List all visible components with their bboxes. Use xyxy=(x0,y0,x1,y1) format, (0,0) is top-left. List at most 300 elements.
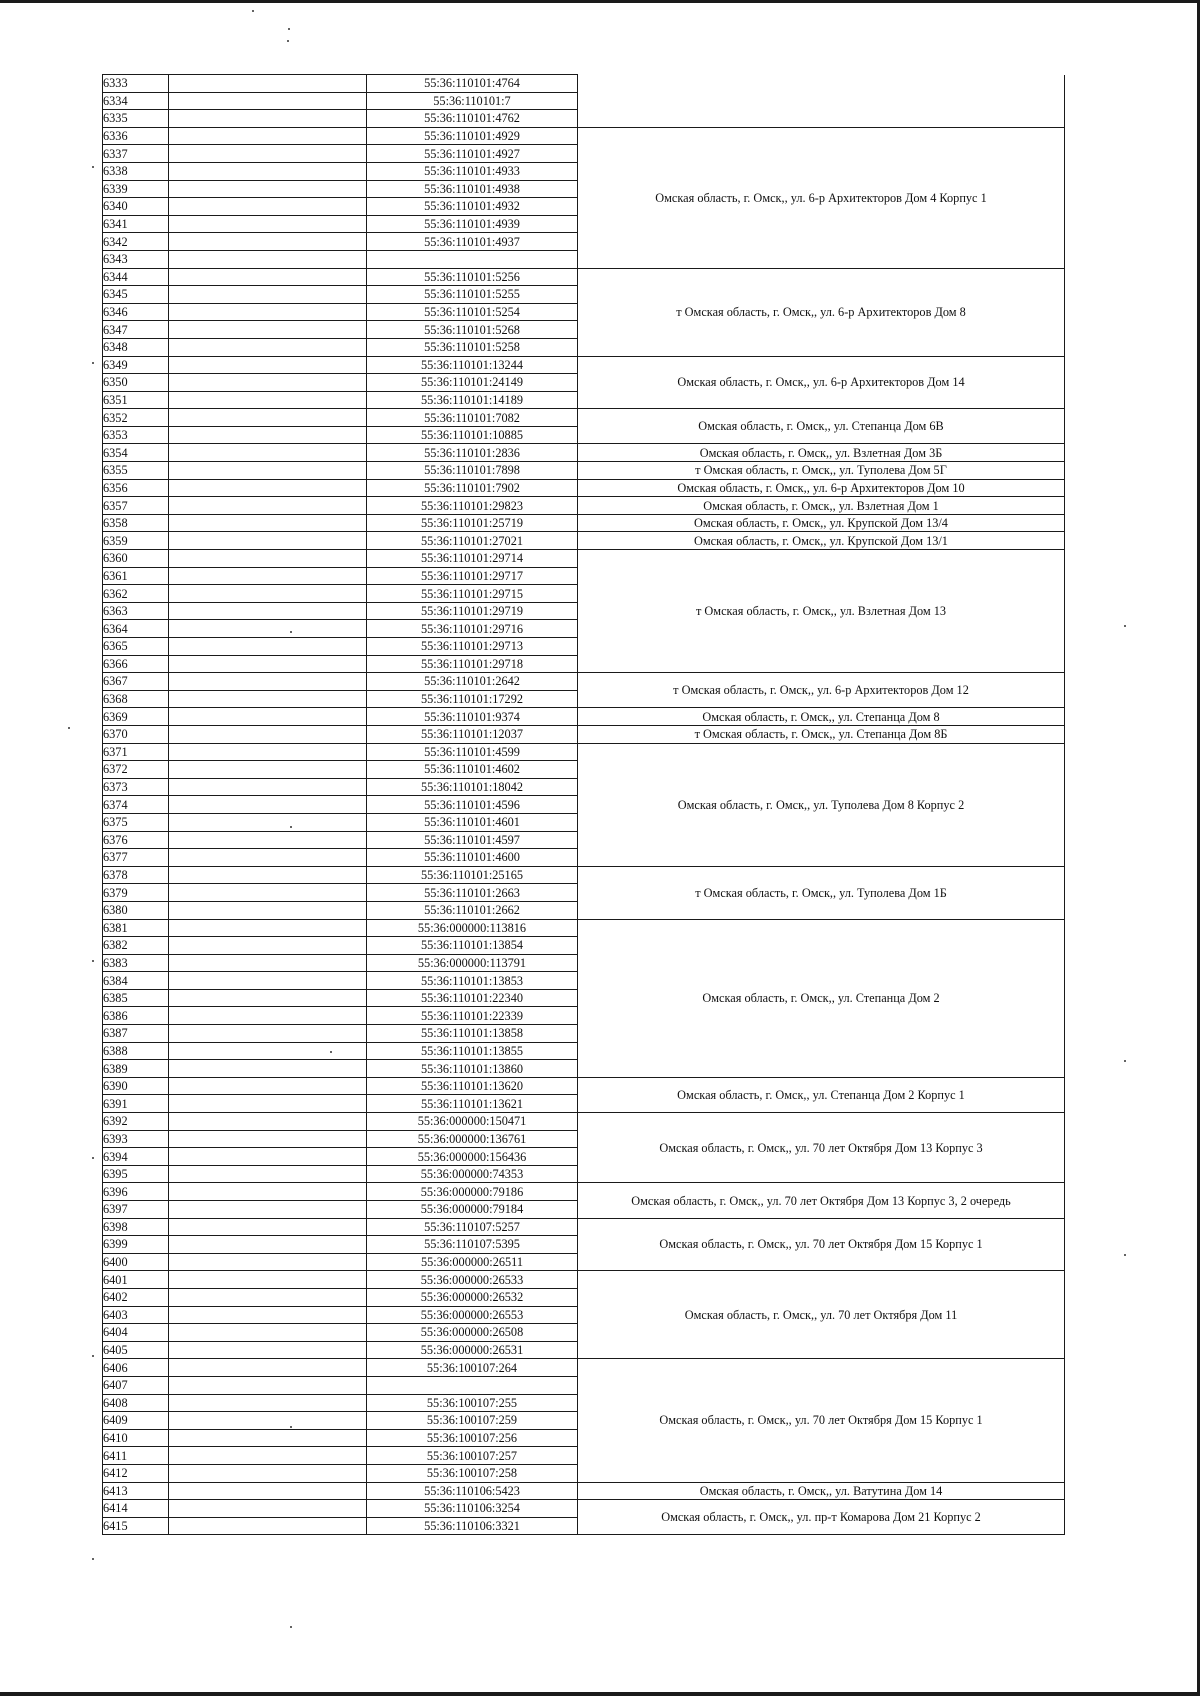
empty-cell xyxy=(169,338,367,356)
row-number: 6382 xyxy=(103,937,169,955)
row-number: 6395 xyxy=(103,1165,169,1183)
empty-cell xyxy=(169,1218,367,1236)
cadastral-number: 55:36:000000:150471 xyxy=(367,1113,578,1131)
empty-cell xyxy=(169,268,367,286)
cadastral-number: 55:36:110106:3254 xyxy=(367,1500,578,1518)
cadastral-number: 55:36:000000:26533 xyxy=(367,1271,578,1289)
object-address: т Омская область, г. Омск,, ул. Туполева Дом 5Г xyxy=(578,462,1065,480)
row-number: 6392 xyxy=(103,1113,169,1131)
cadastral-number: 55:36:110101:14189 xyxy=(367,391,578,409)
cadastral-number: 55:36:000000:26553 xyxy=(367,1306,578,1324)
cadastral-number: 55:36:110101:4597 xyxy=(367,831,578,849)
empty-cell xyxy=(169,1324,367,1342)
cadastral-number: 55:36:110101:29715 xyxy=(367,585,578,603)
row-number: 6410 xyxy=(103,1429,169,1447)
table-row xyxy=(103,919,1065,937)
empty-cell xyxy=(169,673,367,691)
row-number: 6362 xyxy=(103,585,169,603)
cadastral-number: 55:36:100107:257 xyxy=(367,1447,578,1465)
empty-cell xyxy=(169,725,367,743)
object-address: т Омская область, г. Омск,, ул. Туполева Дом 1Б xyxy=(578,866,1065,919)
row-number: 6368 xyxy=(103,690,169,708)
row-number: 6336 xyxy=(103,127,169,145)
scan-speck xyxy=(287,40,289,42)
cadastral-number: 55:36:100107:256 xyxy=(367,1429,578,1447)
cadastral-number: 55:36:110101:7898 xyxy=(367,462,578,480)
registry-table xyxy=(102,74,1065,1535)
empty-cell xyxy=(169,233,367,251)
empty-cell xyxy=(169,1236,367,1254)
empty-cell xyxy=(169,374,367,392)
empty-cell xyxy=(169,1447,367,1465)
cadastral-number: 55:36:110101:29717 xyxy=(367,567,578,585)
empty-cell xyxy=(169,1394,367,1412)
row-number: 6377 xyxy=(103,849,169,867)
cadastral-number: 55:36:110101:22340 xyxy=(367,989,578,1007)
row-number: 6415 xyxy=(103,1517,169,1535)
empty-cell xyxy=(169,1113,367,1131)
row-number: 6335 xyxy=(103,110,169,128)
table-row xyxy=(103,1359,1065,1377)
scan-speck xyxy=(1124,625,1126,627)
scan-edge-top xyxy=(0,0,1200,3)
empty-cell xyxy=(169,1060,367,1078)
cadastral-number: 55:36:110101:4601 xyxy=(367,813,578,831)
empty-cell xyxy=(169,514,367,532)
empty-cell xyxy=(169,145,367,163)
cadastral-number xyxy=(367,250,578,268)
cadastral-number: 55:36:110101:4929 xyxy=(367,127,578,145)
cadastral-number: 55:36:000000:26531 xyxy=(367,1341,578,1359)
empty-cell xyxy=(169,497,367,515)
cadastral-number: 55:36:110101:2836 xyxy=(367,444,578,462)
row-number: 6408 xyxy=(103,1394,169,1412)
cadastral-number: 55:36:000000:113816 xyxy=(367,919,578,937)
cadastral-number: 55:36:110101:5268 xyxy=(367,321,578,339)
table-row xyxy=(103,743,1065,761)
row-number: 6403 xyxy=(103,1306,169,1324)
cadastral-number: 55:36:110101:4602 xyxy=(367,761,578,779)
row-number: 6405 xyxy=(103,1341,169,1359)
row-number: 6346 xyxy=(103,303,169,321)
row-number: 6371 xyxy=(103,743,169,761)
empty-cell xyxy=(169,866,367,884)
cadastral-number: 55:36:110101:7 xyxy=(367,92,578,110)
object-address: Омская область, г. Омск,, ул. Степанца Дом 2 xyxy=(578,919,1065,1077)
cadastral-number: 55:36:110101:10885 xyxy=(367,426,578,444)
empty-cell xyxy=(169,813,367,831)
empty-cell xyxy=(169,92,367,110)
row-number: 6388 xyxy=(103,1042,169,1060)
object-address: Омская область, г. Омск,, ул. 70 лет Октября Дом 13 Корпус 3, 2 очередь xyxy=(578,1183,1065,1218)
object-address: Омская область, г. Омск,, ул. 6-р Архитекторов Дом 10 xyxy=(578,479,1065,497)
empty-cell xyxy=(169,1201,367,1219)
object-address: т Омская область, г. Омск,, ул. Степанца Дом 8Б xyxy=(578,725,1065,743)
cadastral-number: 55:36:110101:4596 xyxy=(367,796,578,814)
empty-cell xyxy=(169,162,367,180)
empty-cell xyxy=(169,690,367,708)
cadastral-number: 55:36:110101:24149 xyxy=(367,374,578,392)
object-address: Омская область, г. Омск,, ул. Степанца Дом 2 Корпус 1 xyxy=(578,1077,1065,1112)
empty-cell xyxy=(169,180,367,198)
cadastral-number: 55:36:110101:17292 xyxy=(367,690,578,708)
row-number: 6348 xyxy=(103,338,169,356)
object-address: Омская область, г. Омск,, ул. 70 лет Октября Дом 15 Корпус 1 xyxy=(578,1359,1065,1482)
empty-cell xyxy=(169,585,367,603)
row-number: 6347 xyxy=(103,321,169,339)
row-number: 6411 xyxy=(103,1447,169,1465)
scan-speck xyxy=(92,166,94,168)
empty-cell xyxy=(169,1148,367,1166)
empty-cell xyxy=(169,462,367,480)
row-number: 6400 xyxy=(103,1253,169,1271)
cadastral-number: 55:36:100107:264 xyxy=(367,1359,578,1377)
empty-cell xyxy=(169,286,367,304)
empty-cell xyxy=(169,303,367,321)
cadastral-number: 55:36:110106:3321 xyxy=(367,1517,578,1535)
empty-cell xyxy=(169,901,367,919)
scan-speck xyxy=(290,1626,292,1628)
row-number: 6342 xyxy=(103,233,169,251)
row-number: 6386 xyxy=(103,1007,169,1025)
row-number: 6375 xyxy=(103,813,169,831)
table-row xyxy=(103,75,1065,93)
cadastral-number: 55:36:110107:5257 xyxy=(367,1218,578,1236)
empty-cell xyxy=(169,1376,367,1394)
cadastral-number: 55:36:110101:29716 xyxy=(367,620,578,638)
cadastral-number: 55:36:000000:79186 xyxy=(367,1183,578,1201)
empty-cell xyxy=(169,1007,367,1025)
cadastral-number: 55:36:110101:4762 xyxy=(367,110,578,128)
row-number: 6401 xyxy=(103,1271,169,1289)
cadastral-number: 55:36:110101:4933 xyxy=(367,162,578,180)
table-row xyxy=(103,725,1065,743)
row-number: 6378 xyxy=(103,866,169,884)
empty-cell xyxy=(169,1341,367,1359)
object-address: Омская область, г. Омск,, ул. Ватутина Дом 14 xyxy=(578,1482,1065,1500)
scan-speck xyxy=(1124,1254,1126,1256)
row-number: 6390 xyxy=(103,1077,169,1095)
empty-cell xyxy=(169,1359,367,1377)
cadastral-number: 55:36:110101:4927 xyxy=(367,145,578,163)
empty-cell xyxy=(169,1183,367,1201)
empty-cell xyxy=(169,708,367,726)
scan-speck xyxy=(68,727,70,729)
cadastral-number: 55:36:000000:79184 xyxy=(367,1201,578,1219)
cadastral-number: 55:36:110101:27021 xyxy=(367,532,578,550)
cadastral-number: 55:36:110101:4600 xyxy=(367,849,578,867)
empty-cell xyxy=(169,954,367,972)
table-row xyxy=(103,1271,1065,1289)
row-number: 6379 xyxy=(103,884,169,902)
scan-speck xyxy=(288,28,290,30)
cadastral-number: 55:36:110101:18042 xyxy=(367,778,578,796)
object-address: Омская область, г. Омск,, ул. Степанца Дом 6В xyxy=(578,409,1065,444)
object-address: т Омская область, г. Омск,, ул. 6-р Архитекторов Дом 8 xyxy=(578,268,1065,356)
empty-cell xyxy=(169,110,367,128)
row-number: 6351 xyxy=(103,391,169,409)
row-number: 6380 xyxy=(103,901,169,919)
table-row xyxy=(103,1500,1065,1518)
row-number: 6366 xyxy=(103,655,169,673)
row-number: 6363 xyxy=(103,602,169,620)
row-number: 6370 xyxy=(103,725,169,743)
scan-speck xyxy=(92,1355,94,1357)
empty-cell xyxy=(169,532,367,550)
empty-cell xyxy=(169,567,367,585)
table-row xyxy=(103,1183,1065,1201)
row-number: 6414 xyxy=(103,1500,169,1518)
table-row xyxy=(103,866,1065,884)
cadastral-number: 55:36:100107:255 xyxy=(367,1394,578,1412)
table-row xyxy=(103,532,1065,550)
table-row xyxy=(103,444,1065,462)
row-number: 6343 xyxy=(103,250,169,268)
row-number: 6361 xyxy=(103,567,169,585)
empty-cell xyxy=(169,1482,367,1500)
row-number: 6391 xyxy=(103,1095,169,1113)
object-address: Омская область, г. Омск,, ул. 70 лет Октября Дом 13 Корпус 3 xyxy=(578,1113,1065,1183)
table-row xyxy=(103,550,1065,568)
row-number: 6360 xyxy=(103,550,169,568)
empty-cell xyxy=(169,831,367,849)
scan-speck xyxy=(252,10,254,12)
cadastral-number: 55:36:110101:13620 xyxy=(367,1077,578,1095)
object-address: Омская область, г. Омск,, ул. 6-р Архитекторов Дом 14 xyxy=(578,356,1065,409)
row-number: 6340 xyxy=(103,198,169,216)
row-number: 6357 xyxy=(103,497,169,515)
cadastral-number: 55:36:110101:2662 xyxy=(367,901,578,919)
empty-cell xyxy=(169,215,367,233)
empty-cell xyxy=(169,1130,367,1148)
row-number: 6365 xyxy=(103,638,169,656)
cadastral-number: 55:36:110101:29718 xyxy=(367,655,578,673)
cadastral-number: 55:36:110101:13621 xyxy=(367,1095,578,1113)
row-number: 6413 xyxy=(103,1482,169,1500)
cadastral-number: 55:36:110101:13244 xyxy=(367,356,578,374)
empty-cell xyxy=(169,1095,367,1113)
object-address: Омская область, г. Омск,, ул. Взлетная Дом 1 xyxy=(578,497,1065,515)
cadastral-number: 55:36:110101:29713 xyxy=(367,638,578,656)
cadastral-number: 55:36:110101:4599 xyxy=(367,743,578,761)
cadastral-number: 55:36:110101:4764 xyxy=(367,75,578,93)
cadastral-number: 55:36:000000:136761 xyxy=(367,1130,578,1148)
empty-cell xyxy=(169,1500,367,1518)
row-number: 6406 xyxy=(103,1359,169,1377)
row-number: 6397 xyxy=(103,1201,169,1219)
table-row xyxy=(103,127,1065,145)
row-number: 6341 xyxy=(103,215,169,233)
empty-cell xyxy=(169,1271,367,1289)
empty-cell xyxy=(169,778,367,796)
cadastral-number: 55:36:000000:74353 xyxy=(367,1165,578,1183)
table-row xyxy=(103,356,1065,374)
scan-speck xyxy=(92,960,94,962)
row-number: 6358 xyxy=(103,514,169,532)
empty-cell xyxy=(169,1517,367,1535)
row-number: 6367 xyxy=(103,673,169,691)
table-row xyxy=(103,1077,1065,1095)
cadastral-number: 55:36:110106:5423 xyxy=(367,1482,578,1500)
row-number: 6384 xyxy=(103,972,169,990)
row-number: 6364 xyxy=(103,620,169,638)
object-address: Омская область, г. Омск,, ул. Степанца Дом 8 xyxy=(578,708,1065,726)
table-row xyxy=(103,479,1065,497)
object-address: Омская область, г. Омск,, ул. 70 лет Октября Дом 15 Корпус 1 xyxy=(578,1218,1065,1271)
cadastral-number: 55:36:110101:4938 xyxy=(367,180,578,198)
cadastral-number: 55:36:110101:7902 xyxy=(367,479,578,497)
table-row xyxy=(103,409,1065,427)
cadastral-number: 55:36:110101:29719 xyxy=(367,602,578,620)
empty-cell xyxy=(169,1412,367,1430)
cadastral-number: 55:36:100107:258 xyxy=(367,1464,578,1482)
empty-cell xyxy=(169,919,367,937)
row-number: 6381 xyxy=(103,919,169,937)
cadastral-number: 55:36:110101:5254 xyxy=(367,303,578,321)
row-number: 6394 xyxy=(103,1148,169,1166)
row-number: 6385 xyxy=(103,989,169,1007)
empty-cell xyxy=(169,550,367,568)
object-address: Омская область, г. Омск,, ул. пр-т Комарова Дом 21 Корпус 2 xyxy=(578,1500,1065,1535)
table-row xyxy=(103,497,1065,515)
cadastral-number: 55:36:110101:13860 xyxy=(367,1060,578,1078)
empty-cell xyxy=(169,937,367,955)
empty-cell xyxy=(169,356,367,374)
row-number: 6338 xyxy=(103,162,169,180)
row-number: 6383 xyxy=(103,954,169,972)
row-number: 6353 xyxy=(103,426,169,444)
object-address: т Омская область, г. Омск,, ул. 6-р Архитекторов Дом 12 xyxy=(578,673,1065,708)
row-number: 6334 xyxy=(103,92,169,110)
table-row xyxy=(103,514,1065,532)
cadastral-number: 55:36:000000:113791 xyxy=(367,954,578,972)
row-number: 6369 xyxy=(103,708,169,726)
empty-cell xyxy=(169,1025,367,1043)
scan-speck xyxy=(92,362,94,364)
empty-cell xyxy=(169,1288,367,1306)
row-number: 6389 xyxy=(103,1060,169,1078)
empty-cell xyxy=(169,1042,367,1060)
empty-cell xyxy=(169,321,367,339)
object-address: Омская область, г. Омск,, ул. Крупской Дом 13/1 xyxy=(578,532,1065,550)
row-number: 6402 xyxy=(103,1288,169,1306)
cadastral-number: 55:36:110101:4939 xyxy=(367,215,578,233)
empty-cell xyxy=(169,1464,367,1482)
empty-cell xyxy=(169,1253,367,1271)
row-number: 6339 xyxy=(103,180,169,198)
object-address: т Омская область, г. Омск,, ул. Взлетная Дом 13 xyxy=(578,550,1065,673)
empty-cell xyxy=(169,638,367,656)
cadastral-number: 55:36:110101:25719 xyxy=(367,514,578,532)
cadastral-number: 55:36:110101:5258 xyxy=(367,338,578,356)
scan-speck xyxy=(1124,1060,1126,1062)
cadastral-number: 55:36:110101:13854 xyxy=(367,937,578,955)
cadastral-number: 55:36:110101:12037 xyxy=(367,725,578,743)
empty-cell xyxy=(169,1165,367,1183)
row-number: 6354 xyxy=(103,444,169,462)
empty-cell xyxy=(169,1306,367,1324)
empty-cell xyxy=(169,444,367,462)
table-row xyxy=(103,1218,1065,1236)
empty-cell xyxy=(169,127,367,145)
row-number: 6374 xyxy=(103,796,169,814)
row-number: 6372 xyxy=(103,761,169,779)
row-number: 6349 xyxy=(103,356,169,374)
cadastral-number: 55:36:110101:9374 xyxy=(367,708,578,726)
cadastral-number: 55:36:110107:5395 xyxy=(367,1236,578,1254)
empty-cell xyxy=(169,75,367,93)
row-number: 6407 xyxy=(103,1376,169,1394)
cadastral-number: 55:36:110101:4932 xyxy=(367,198,578,216)
row-number: 6344 xyxy=(103,268,169,286)
cadastral-number: 55:36:000000:26508 xyxy=(367,1324,578,1342)
object-address xyxy=(578,75,1065,128)
object-address: Омская область, г. Омск,, ул. Крупской Дом 13/4 xyxy=(578,514,1065,532)
cadastral-number: 55:36:110101:13858 xyxy=(367,1025,578,1043)
object-address: Омская область, г. Омск,, ул. Взлетная Дом 3Б xyxy=(578,444,1065,462)
table-row xyxy=(103,268,1065,286)
row-number: 6359 xyxy=(103,532,169,550)
cadastral-number: 55:36:110101:2663 xyxy=(367,884,578,902)
cadastral-number: 55:36:110101:5256 xyxy=(367,268,578,286)
row-number: 6337 xyxy=(103,145,169,163)
row-number: 6412 xyxy=(103,1464,169,1482)
scan-speck xyxy=(92,1157,94,1159)
cadastral-number: 55:36:000000:26532 xyxy=(367,1288,578,1306)
cadastral-number xyxy=(367,1376,578,1394)
empty-cell xyxy=(169,1429,367,1447)
row-number: 6396 xyxy=(103,1183,169,1201)
scan-speck xyxy=(92,1558,94,1560)
empty-cell xyxy=(169,761,367,779)
table-row xyxy=(103,1113,1065,1131)
table-row xyxy=(103,462,1065,480)
object-address: Омская область, г. Омск,, ул. 6-р Архитекторов Дом 4 Корпус 1 xyxy=(578,127,1065,268)
cadastral-number: 55:36:000000:156436 xyxy=(367,1148,578,1166)
object-address: Омская область, г. Омск,, ул. 70 лет Октября Дом 11 xyxy=(578,1271,1065,1359)
empty-cell xyxy=(169,1077,367,1095)
cadastral-number: 55:36:110101:22339 xyxy=(367,1007,578,1025)
empty-cell xyxy=(169,884,367,902)
empty-cell xyxy=(169,849,367,867)
cadastral-number: 55:36:110101:4937 xyxy=(367,233,578,251)
object-address: Омская область, г. Омск,, ул. Туполева Дом 8 Корпус 2 xyxy=(578,743,1065,866)
row-number: 6376 xyxy=(103,831,169,849)
empty-cell xyxy=(169,426,367,444)
row-number: 6345 xyxy=(103,286,169,304)
row-number: 6355 xyxy=(103,462,169,480)
cadastral-number: 55:36:110101:29714 xyxy=(367,550,578,568)
table-row xyxy=(103,673,1065,691)
empty-cell xyxy=(169,620,367,638)
cadastral-number: 55:36:000000:26511 xyxy=(367,1253,578,1271)
empty-cell xyxy=(169,989,367,1007)
cadastral-number: 55:36:110101:5255 xyxy=(367,286,578,304)
row-number: 6333 xyxy=(103,75,169,93)
empty-cell xyxy=(169,743,367,761)
row-number: 6387 xyxy=(103,1025,169,1043)
row-number: 6356 xyxy=(103,479,169,497)
cadastral-number: 55:36:100107:259 xyxy=(367,1412,578,1430)
empty-cell xyxy=(169,602,367,620)
table-row xyxy=(103,1482,1065,1500)
scan-edge-bottom xyxy=(0,1692,1200,1696)
cadastral-number: 55:36:110101:13853 xyxy=(367,972,578,990)
cadastral-number: 55:36:110101:2642 xyxy=(367,673,578,691)
row-number: 6409 xyxy=(103,1412,169,1430)
registry-body xyxy=(103,75,1065,1535)
empty-cell xyxy=(169,250,367,268)
